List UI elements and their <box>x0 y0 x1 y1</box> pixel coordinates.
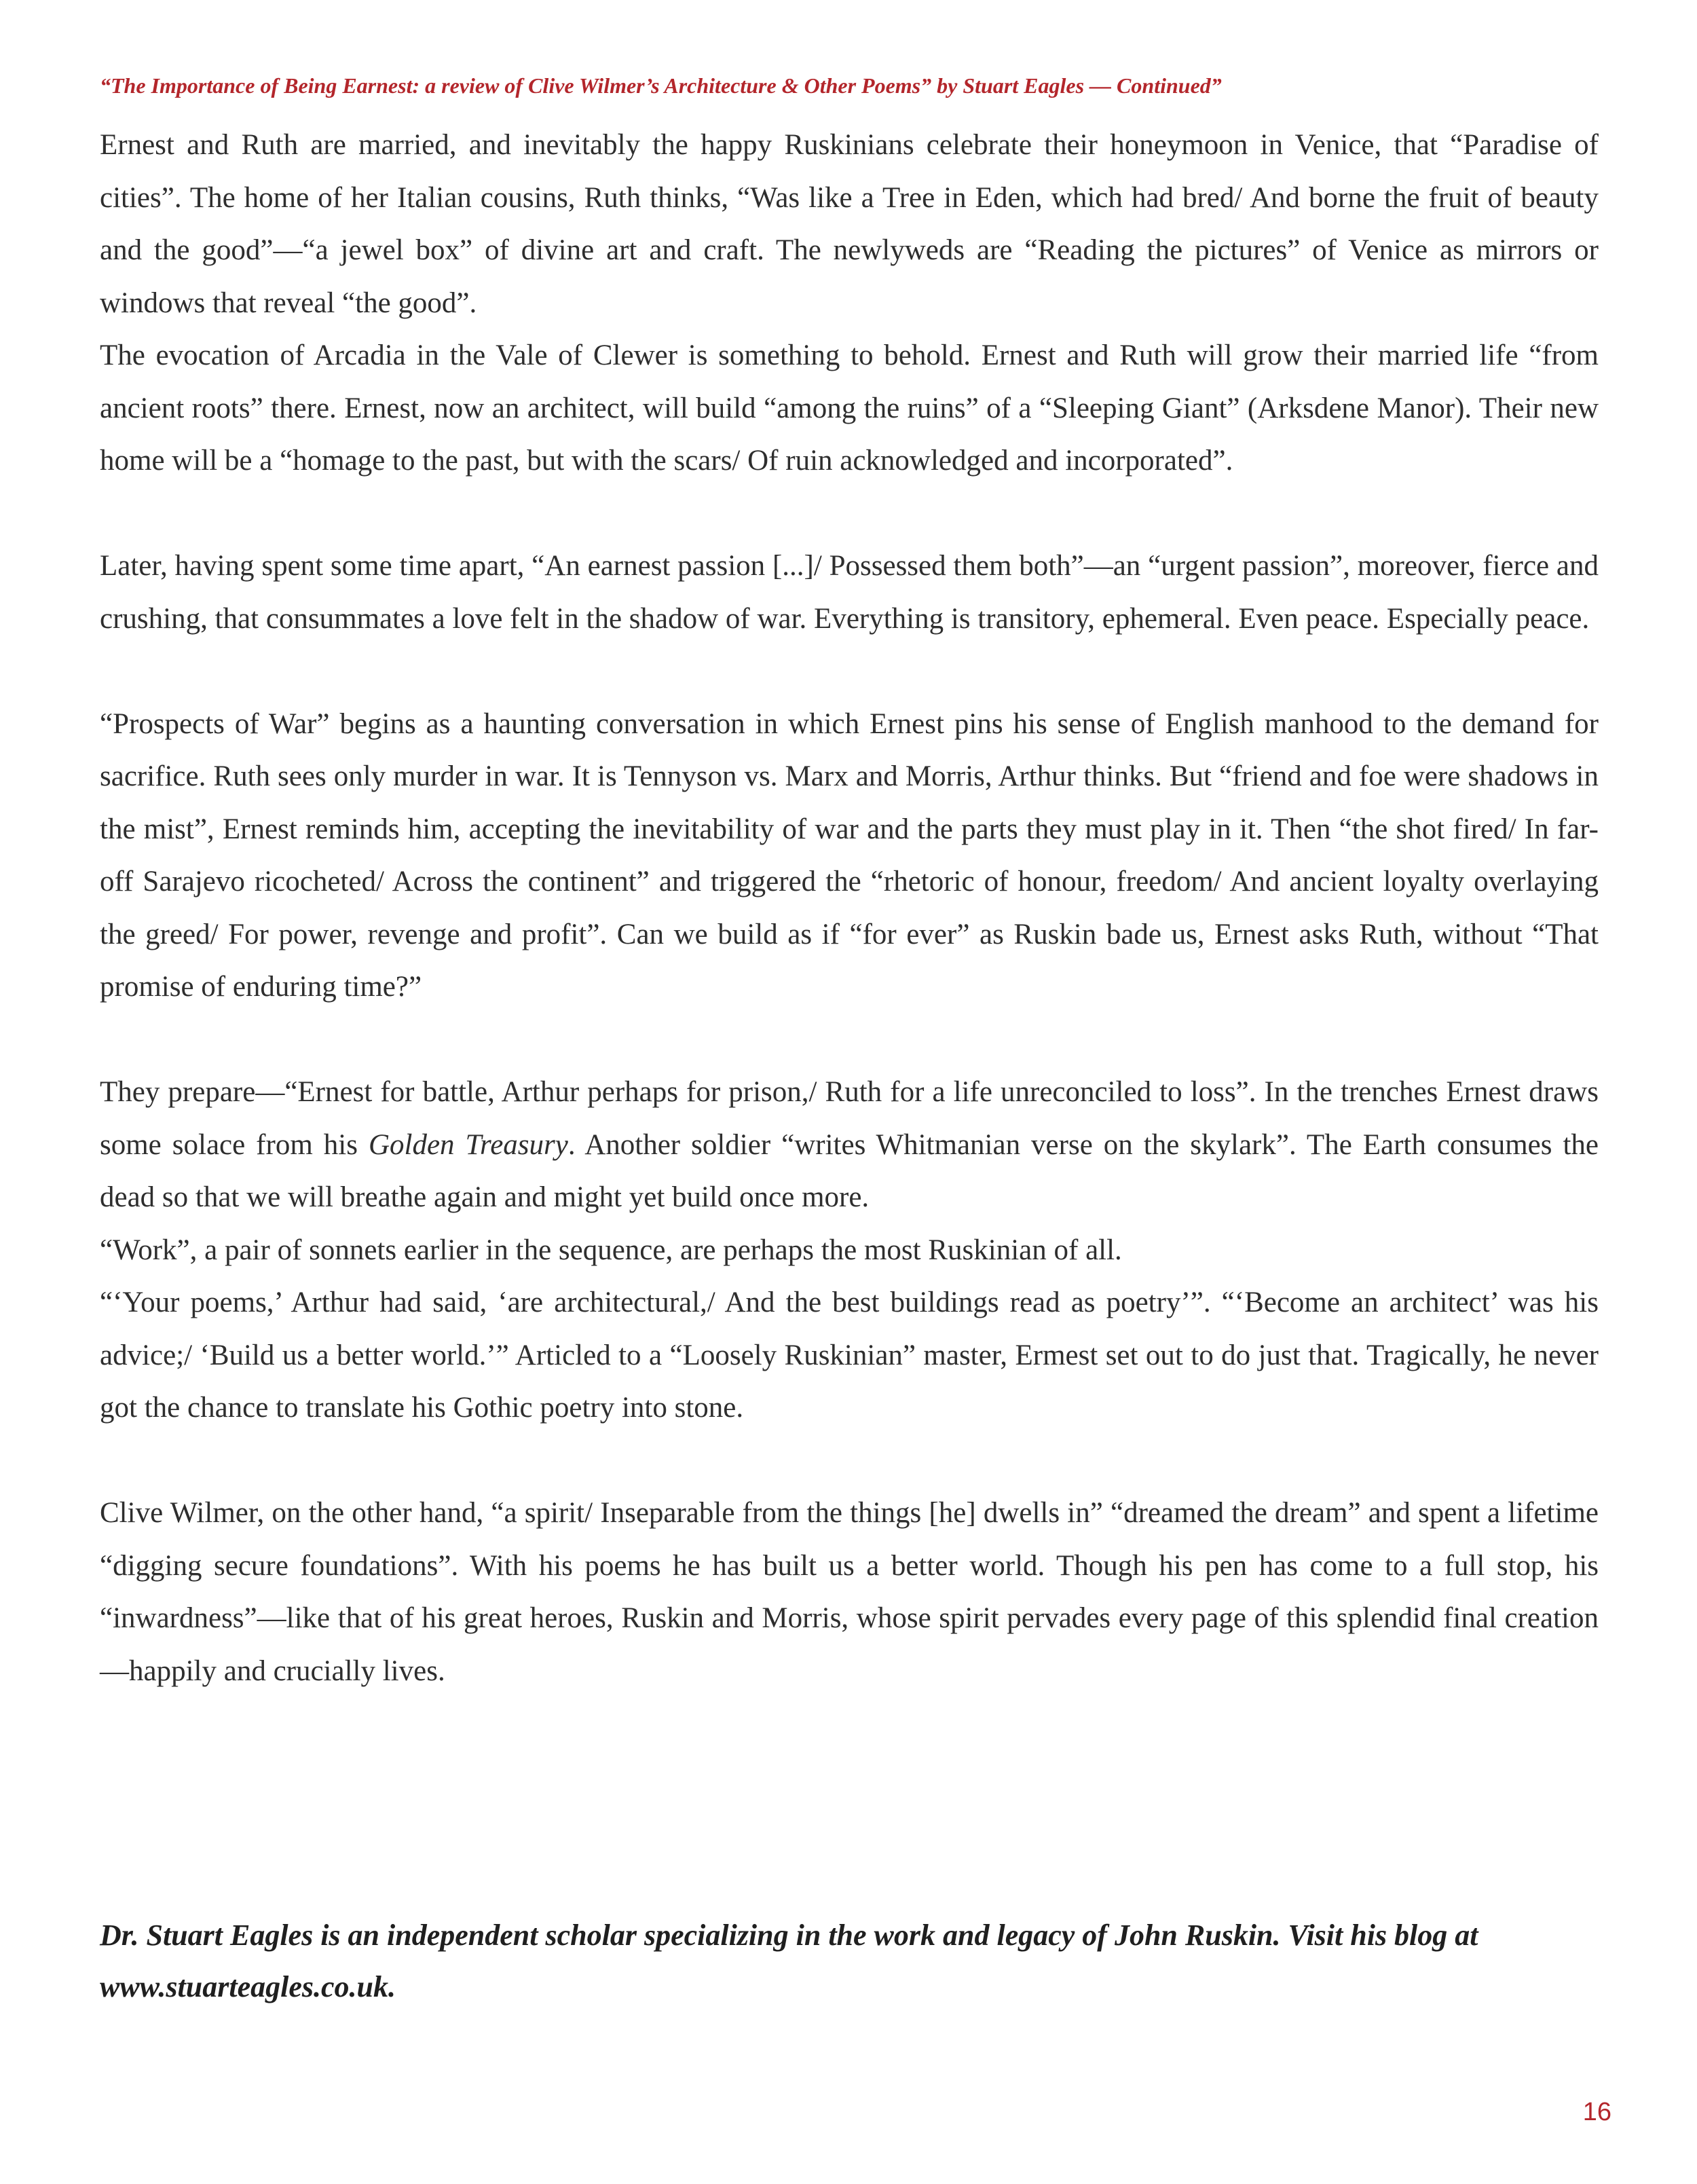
paragraph-work-sonnets: “Work”, a pair of sonnets earlier in the sequence, are perhaps the most Ruskinian of all. <box>100 1234 1122 1266</box>
paragraph-they-prepare <box>100 1066 1599 1224</box>
running-header: “The Importance of Being Earnest: a review of Clive Wilmer’s Architecture & Other Poems” by Stuart Eagles — Continued” <box>100 73 1222 98</box>
text-run: They prepare—“Ernest for battle, Arthur perhaps for prison,/ Ruth for a life unreconciled to loss”. In the trenches Ernest draws some solace from his <box>100 1076 1599 1161</box>
paragraph-venice-honeymoon: Ernest and Ruth are married, and inevitably the happy Ruskinians celebrate their honeymoon in Venice, that “Paradise of cities”. The home of her Italian cousins, Ruth thinks, “Was like a Tree in Eden, which had bred/ And borne the fruit of beauty and the good”—“a jewel box” of divine art and craft. The newlyweds are “Reading the pictures” of Venice as mirrors or windows that reveal “the good”. <box>100 129 1599 319</box>
paragraph-arcadia: The evocation of Arcadia in the Vale of Clewer is something to behold. Ernest and Ruth will grow their married life “from ancient roots” there. Ernest, now an architect, will build “among the ruins” of a “Sleeping Giant” (Arksdene Manor). Their new home will be a “homage to the past, but with the scars/ Of ruin acknowledged and incorporated”. <box>100 339 1599 477</box>
paragraph-prospects-of-war: “Prospects of War” begins as a haunting conversation in which Ernest pins his sense of English manhood to the demand for sacrifice. Ruth sees only murder in war. It is Tennyson vs. Marx and Morris, Arthur thinks. But “friend and foe were shadows in the mist”, Ernest reminds him, accepting the inevitability of war and the parts they must play in it. Then “the shot fired/ In far-off Sarajevo ricocheted/ Across the continent” and triggered the “rhetoric of honour, freedom/ And ancient loyalty overlaying the greed/ For power, revenge and profit”. Can we build as if “for ever” as Ruskin bade us, Ernest asks Ruth, without “That promise of enduring time?” <box>100 707 1599 1003</box>
article-body <box>100 119 1599 1697</box>
author-bio: Dr. Stuart Eagles is an independent scholar specializing in the work and legacy of John Ruskin. Visit his blog at www.stuarteagles.co.uk. <box>100 1919 1478 2003</box>
paragraph-earnest-passion: Later, having spent some time apart, “An earnest passion [...]/ Possessed them both”—an “urgent passion”, moreover, fierce and crushing, that consummates a love felt in the shadow of war. Everything is transitory, ephemeral. Even peace. Especially peace. <box>100 550 1599 635</box>
paragraph-your-poems: “‘Your poems,’ Arthur had said, ‘are architectural,/ And the best buildings read as poetry’”. “‘Become an architect’ was his advice;/ ‘Build us a better world.’” Articled to a “Loosely Ruskinian” master, Ermest set out to do just that. Tragically, he never got the chance to translate his Gothic poetry into stone. <box>100 1287 1599 1424</box>
paragraph-clive-wilmer: Clive Wilmer, on the other hand, “a spirit/ Inseparable from the things [he] dwells in” “dreamed the dream” and spent a lifetime “digging secure foundations”. With his poems he has built us a better world. Though his pen has come to a full stop, his “inwardness”—like that of his great heroes, Ruskin and Morris, whose spirit pervades every page of this splendid final creation—happily and crucially lives. <box>100 1497 1599 1687</box>
page-number: 16 <box>1582 2098 1611 2126</box>
text-run: . Another soldier “writes Whitmanian verse on the skylark”. The Earth consumes the dead so that we will breathe again and might yet build once more. <box>100 1128 1599 1213</box>
book-title-golden-treasury: Golden Treasury <box>368 1128 568 1161</box>
